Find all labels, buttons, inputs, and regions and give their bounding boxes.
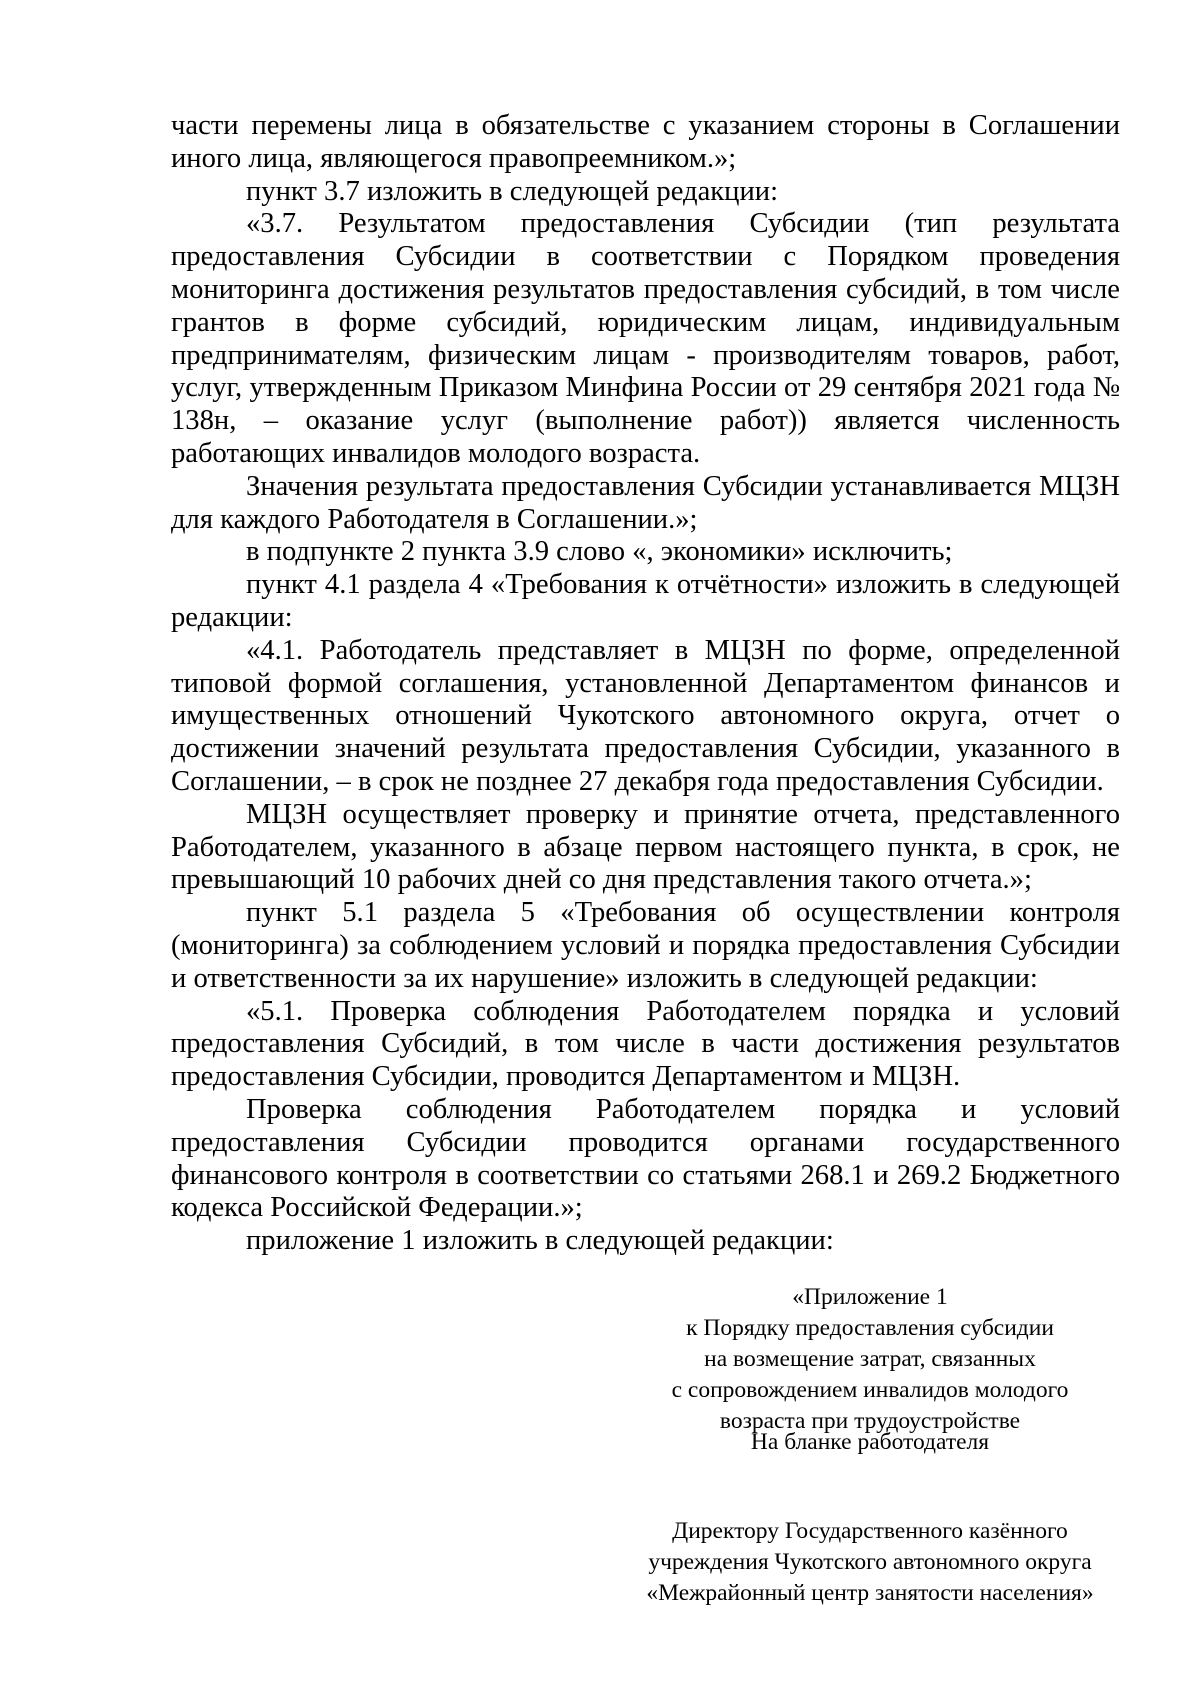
appendix-header-line: «Приложение 1	[792, 1284, 948, 1310]
paragraph-item-5-1-intro: пункт 5.1 раздела 5 «Требования об осуществлении контроля (мониторинга) за соблюдением условий и порядка предоставления Субсидии и ответственности за их нарушение» изложить в следующей редакции:	[171, 897, 1120, 994]
paragraph-item-4-1-intro: пункт 4.1 раздела 4 «Требования к отчётности» изложить в следующей редакции:	[171, 569, 1120, 633]
paragraph-item-5-1-text: «5.1. Проверка соблюдения Работодателем порядка и условий предоставления Субсидий, в том числе в части достижения результатов предоставления Субсидии, проводится Департаментом и МЦЗН.	[171, 995, 1120, 1093]
paragraph-financial-control: Проверка соблюдения Работодателем порядка и условий предоставления Субсидии проводится органами государственного финансового контроля в соответствии со статьями 268.1 и 269.2 Бюджетного кодекса Российской Федерации.»;	[171, 1093, 1120, 1224]
addressee-line: учреждения Чукотского автономного округа	[648, 1549, 1092, 1575]
appendix-header-line: к Порядку предоставления субсидии	[686, 1315, 1054, 1341]
paragraph-continuation: части перемены лица в обязательстве с указанием стороны в Соглашении иного лица, являющегося правопреемником.»;	[171, 110, 1120, 174]
paragraph-item-3-7-intro: пункт 3.7 изложить в следующей редакции:	[246, 175, 779, 207]
appendix-header	[640, 1282, 1100, 1437]
addressee-line: «Межрайонный центр занятости населения»	[646, 1580, 1094, 1606]
paragraph-appendix-intro: приложение 1 изложить в следующей редакции:	[246, 1225, 834, 1257]
employer-letterhead-label: На бланке работодателя	[750, 1429, 990, 1455]
paragraph-item-3-9-change: в подпункте 2 пункта 3.9 слово «, экономики» исключить;	[246, 536, 953, 568]
appendix-header-line: на возмещение затрат, связанных	[704, 1346, 1036, 1372]
addressee-line: Директору Государственного казённого	[672, 1518, 1068, 1544]
paragraph-item-4-1-text: «4.1. Работодатель представляет в МЦЗН по форме, определенной типовой формой соглашения, установленной Департаментом финансов и имущественных отношений Чукотского автономного округа, отчет о достижении значений результата предоставления Субсидии, указанного в Соглашении, – в срок не позднее 27 декабря года предоставления Субсидии.	[171, 634, 1120, 797]
paragraph-result-values: Значения результата предоставления Субсидии устанавливается МЦЗН для каждого Работодателя в Соглашении.»;	[171, 470, 1120, 535]
appendix-header-line: с сопровождением инвалидов молодого	[671, 1377, 1069, 1403]
paragraph-report-check: МЦЗН осуществляет проверку и принятие отчета, представленного Работодателем, указанного в абзаце первом настоящего пункта, в срок, не превышающий 10 рабочих дней со дня представления такого отчета.»;	[171, 798, 1120, 896]
document-body	[171, 110, 1120, 1258]
paragraph-item-3-7-text: «3.7. Результатом предоставления Субсидии (тип результата предоставления Субсидии в соответствии с Порядком проведения мониторинга достижения результатов предоставления субсидий, в том числе грантов в форме субсидий, юридическим лицам, индивидуальным предпринимателям, физическим лицам - производителям товаров, работ, услуг, утвержденным Приказом Минфина России от 29 сентября 2021 года № 138н, – оказание услуг (выполнение работ)) является численность работающих инвалидов молодого возраста.	[171, 208, 1120, 469]
addressee-block	[620, 1516, 1120, 1609]
appendix-header-line: возраста при трудоустройстве	[719, 1408, 1021, 1434]
